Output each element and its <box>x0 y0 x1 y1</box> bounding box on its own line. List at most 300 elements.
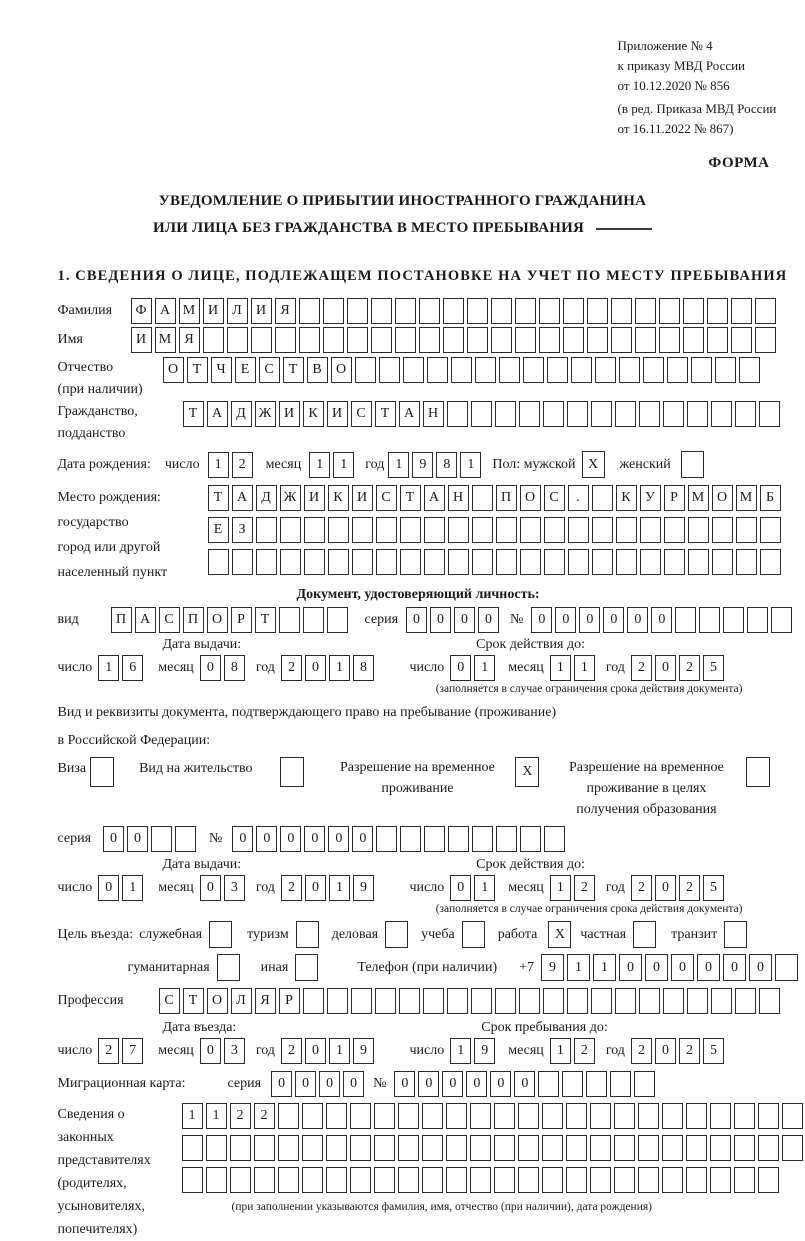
char-cell[interactable]: Б <box>760 485 781 511</box>
char-cell[interactable] <box>667 357 688 383</box>
char-cell[interactable] <box>350 1103 371 1129</box>
char-cell[interactable]: И <box>203 298 224 324</box>
char-cell[interactable]: 0 <box>394 1071 415 1097</box>
char-cell[interactable] <box>543 988 564 1014</box>
char-cell[interactable]: 2 <box>631 1038 652 1064</box>
char-cell[interactable] <box>304 517 325 543</box>
char-cell[interactable]: 1 <box>208 452 229 478</box>
char-cell[interactable] <box>538 1071 559 1097</box>
char-cell[interactable] <box>518 1103 539 1129</box>
char-cell[interactable]: 8 <box>436 452 457 478</box>
char-cell[interactable] <box>659 327 680 353</box>
char-cell[interactable]: Т <box>183 401 204 427</box>
char-cell[interactable]: 0 <box>579 607 600 633</box>
char-cell[interactable] <box>472 826 493 852</box>
char-cell[interactable]: 0 <box>490 1071 511 1097</box>
char-cell[interactable]: Е <box>235 357 256 383</box>
char-cell[interactable] <box>494 1135 515 1161</box>
char-cell[interactable] <box>688 549 709 575</box>
char-cell[interactable]: Ж <box>255 401 276 427</box>
char-cell[interactable] <box>326 1103 347 1129</box>
char-cell[interactable]: 0 <box>749 954 772 981</box>
char-cell[interactable] <box>710 1135 731 1161</box>
char-cell[interactable]: Е <box>208 517 229 543</box>
char-cell[interactable]: 3 <box>224 875 245 901</box>
char-cell[interactable] <box>182 1167 203 1193</box>
char-cell[interactable] <box>303 988 324 1014</box>
char-cell[interactable] <box>496 826 517 852</box>
char-cell[interactable] <box>403 357 424 383</box>
char-cell[interactable]: 0 <box>531 607 552 633</box>
char-cell[interactable]: 5 <box>703 655 724 681</box>
char-cell[interactable] <box>385 921 408 948</box>
char-cell[interactable] <box>206 1167 227 1193</box>
char-cell[interactable] <box>471 401 492 427</box>
char-cell[interactable]: С <box>376 485 397 511</box>
char-cell[interactable]: 9 <box>353 1038 374 1064</box>
char-cell[interactable] <box>760 517 781 543</box>
char-cell[interactable] <box>350 1135 371 1161</box>
char-cell[interactable] <box>302 1135 323 1161</box>
char-cell[interactable] <box>664 517 685 543</box>
char-cell[interactable] <box>707 298 728 324</box>
char-cell[interactable]: 0 <box>655 1038 676 1064</box>
char-cell[interactable]: 0 <box>655 875 676 901</box>
char-cell[interactable]: С <box>159 607 180 633</box>
char-cell[interactable]: 2 <box>574 875 595 901</box>
char-cell[interactable]: К <box>303 401 324 427</box>
char-cell[interactable] <box>739 357 760 383</box>
char-cell[interactable] <box>182 1135 203 1161</box>
char-cell[interactable] <box>467 298 488 324</box>
char-cell[interactable] <box>758 1167 779 1193</box>
char-cell[interactable] <box>659 298 680 324</box>
char-cell[interactable] <box>687 988 708 1014</box>
char-cell[interactable]: Т <box>183 988 204 1014</box>
char-cell[interactable] <box>90 757 114 787</box>
char-cell[interactable] <box>746 757 770 787</box>
char-cell[interactable] <box>323 298 344 324</box>
char-cell[interactable] <box>615 988 636 1014</box>
char-cell[interactable] <box>662 1135 683 1161</box>
char-cell[interactable]: 1 <box>122 875 143 901</box>
char-cell[interactable] <box>710 1103 731 1129</box>
char-cell[interactable] <box>374 1167 395 1193</box>
char-cell[interactable] <box>447 988 468 1014</box>
char-cell[interactable] <box>254 1135 275 1161</box>
char-cell[interactable] <box>347 327 368 353</box>
char-cell[interactable] <box>470 1167 491 1193</box>
char-cell[interactable]: 0 <box>430 607 451 633</box>
char-cell[interactable] <box>203 327 224 353</box>
char-cell[interactable] <box>323 327 344 353</box>
char-cell[interactable] <box>712 549 733 575</box>
char-cell[interactable]: 0 <box>295 1071 316 1097</box>
char-cell[interactable] <box>592 485 613 511</box>
char-cell[interactable]: О <box>331 357 352 383</box>
char-cell[interactable] <box>278 1135 299 1161</box>
char-cell[interactable] <box>590 1135 611 1161</box>
char-cell[interactable] <box>731 327 752 353</box>
char-cell[interactable] <box>352 549 373 575</box>
char-cell[interactable] <box>539 298 560 324</box>
char-cell[interactable]: 2 <box>254 1103 275 1129</box>
char-cell[interactable] <box>208 549 229 575</box>
char-cell[interactable] <box>736 517 757 543</box>
char-cell[interactable] <box>519 988 540 1014</box>
char-cell[interactable] <box>446 1135 467 1161</box>
char-cell[interactable] <box>662 1167 683 1193</box>
char-cell[interactable] <box>398 1135 419 1161</box>
char-cell[interactable] <box>686 1135 707 1161</box>
char-cell[interactable]: 2 <box>679 655 700 681</box>
char-cell[interactable] <box>520 517 541 543</box>
char-cell[interactable]: Т <box>208 485 229 511</box>
char-cell[interactable] <box>494 1103 515 1129</box>
char-cell[interactable]: 0 <box>304 826 325 852</box>
char-cell[interactable] <box>635 298 656 324</box>
char-cell[interactable] <box>398 1167 419 1193</box>
char-cell[interactable]: 0 <box>280 826 301 852</box>
char-cell[interactable] <box>299 327 320 353</box>
char-cell[interactable] <box>691 357 712 383</box>
char-cell[interactable] <box>467 327 488 353</box>
char-cell[interactable] <box>699 607 720 633</box>
char-cell[interactable] <box>734 1103 755 1129</box>
char-cell[interactable] <box>491 327 512 353</box>
char-cell[interactable] <box>590 1167 611 1193</box>
char-cell[interactable] <box>544 549 565 575</box>
char-cell[interactable]: 0 <box>555 607 576 633</box>
char-cell[interactable] <box>782 1135 803 1161</box>
char-cell[interactable]: А <box>135 607 156 633</box>
char-cell[interactable] <box>328 549 349 575</box>
char-cell[interactable] <box>592 549 613 575</box>
char-cell[interactable] <box>664 549 685 575</box>
char-cell[interactable] <box>520 549 541 575</box>
char-cell[interactable]: 0 <box>418 1071 439 1097</box>
char-cell[interactable] <box>448 517 469 543</box>
char-cell[interactable]: Т <box>400 485 421 511</box>
char-cell[interactable] <box>635 327 656 353</box>
char-cell[interactable] <box>610 1071 631 1097</box>
char-cell[interactable] <box>568 549 589 575</box>
char-cell[interactable]: 0 <box>305 875 326 901</box>
char-cell[interactable] <box>619 357 640 383</box>
char-cell[interactable] <box>638 1135 659 1161</box>
char-cell[interactable] <box>715 357 736 383</box>
char-cell[interactable] <box>724 921 747 948</box>
char-cell[interactable] <box>611 327 632 353</box>
char-cell[interactable]: 2 <box>631 655 652 681</box>
char-cell[interactable] <box>591 988 612 1014</box>
char-cell[interactable]: 1 <box>329 1038 350 1064</box>
char-cell[interactable]: И <box>131 327 152 353</box>
char-cell[interactable] <box>175 826 196 852</box>
char-cell[interactable]: 0 <box>627 607 648 633</box>
char-cell[interactable] <box>755 298 776 324</box>
char-cell[interactable] <box>568 517 589 543</box>
char-cell[interactable]: 5 <box>703 1038 724 1064</box>
char-cell[interactable] <box>256 549 277 575</box>
char-cell[interactable]: А <box>232 485 253 511</box>
char-cell[interactable]: О <box>163 357 184 383</box>
char-cell[interactable]: 9 <box>474 1038 495 1064</box>
char-cell[interactable]: З <box>232 517 253 543</box>
char-cell[interactable]: 0 <box>103 826 124 852</box>
char-cell[interactable]: К <box>616 485 637 511</box>
char-cell[interactable] <box>350 1167 371 1193</box>
char-cell[interactable]: 0 <box>723 954 746 981</box>
char-cell[interactable] <box>347 298 368 324</box>
char-cell[interactable]: Я <box>255 988 276 1014</box>
char-cell[interactable] <box>711 988 732 1014</box>
char-cell[interactable] <box>446 1167 467 1193</box>
char-cell[interactable] <box>217 954 240 981</box>
char-cell[interactable] <box>275 327 296 353</box>
char-cell[interactable]: И <box>304 485 325 511</box>
char-cell[interactable] <box>563 327 584 353</box>
char-cell[interactable] <box>566 1103 587 1129</box>
char-cell[interactable] <box>735 988 756 1014</box>
char-cell[interactable] <box>470 1103 491 1129</box>
char-cell[interactable] <box>712 517 733 543</box>
char-cell[interactable]: 0 <box>603 607 624 633</box>
char-cell[interactable]: Я <box>179 327 200 353</box>
char-cell[interactable] <box>151 826 172 852</box>
char-cell[interactable]: 1 <box>460 452 481 478</box>
char-cell[interactable] <box>472 485 493 511</box>
char-cell[interactable]: 9 <box>353 875 374 901</box>
char-cell[interactable] <box>427 357 448 383</box>
char-cell[interactable]: Н <box>448 485 469 511</box>
char-cell[interactable] <box>399 988 420 1014</box>
char-cell[interactable] <box>759 401 780 427</box>
char-cell[interactable] <box>567 988 588 1014</box>
char-cell[interactable] <box>462 921 485 948</box>
char-cell[interactable] <box>707 327 728 353</box>
char-cell[interactable] <box>731 298 752 324</box>
char-cell[interactable]: 2 <box>631 875 652 901</box>
char-cell[interactable]: 5 <box>703 875 724 901</box>
char-cell[interactable] <box>591 401 612 427</box>
char-cell[interactable] <box>688 517 709 543</box>
char-cell[interactable]: М <box>688 485 709 511</box>
char-cell[interactable]: 0 <box>454 607 475 633</box>
char-cell[interactable] <box>639 988 660 1014</box>
char-cell[interactable] <box>299 298 320 324</box>
char-cell[interactable] <box>515 298 536 324</box>
char-cell[interactable] <box>395 298 416 324</box>
char-cell[interactable]: 8 <box>224 655 245 681</box>
char-cell[interactable] <box>230 1167 251 1193</box>
char-cell[interactable]: С <box>544 485 565 511</box>
char-cell[interactable] <box>375 988 396 1014</box>
char-cell[interactable] <box>424 517 445 543</box>
char-cell[interactable]: Т <box>283 357 304 383</box>
char-cell[interactable] <box>206 1135 227 1161</box>
char-cell[interactable]: 1 <box>98 655 119 681</box>
char-cell[interactable]: П <box>496 485 517 511</box>
char-cell[interactable]: 0 <box>514 1071 535 1097</box>
char-cell[interactable]: О <box>207 988 228 1014</box>
char-cell[interactable]: 0 <box>619 954 642 981</box>
char-cell[interactable] <box>523 357 544 383</box>
char-cell[interactable]: П <box>111 607 132 633</box>
char-cell[interactable] <box>472 549 493 575</box>
char-cell[interactable] <box>326 1167 347 1193</box>
char-cell[interactable]: 1 <box>182 1103 203 1129</box>
char-cell[interactable]: 1 <box>474 655 495 681</box>
char-cell[interactable]: X <box>582 451 605 478</box>
char-cell[interactable]: В <box>307 357 328 383</box>
char-cell[interactable]: А <box>207 401 228 427</box>
char-cell[interactable] <box>424 826 445 852</box>
char-cell[interactable]: . <box>568 485 589 511</box>
char-cell[interactable] <box>640 517 661 543</box>
char-cell[interactable] <box>634 1071 655 1097</box>
char-cell[interactable] <box>279 607 300 633</box>
char-cell[interactable] <box>327 607 348 633</box>
char-cell[interactable] <box>566 1167 587 1193</box>
char-cell[interactable] <box>376 517 397 543</box>
char-cell[interactable]: И <box>327 401 348 427</box>
char-cell[interactable] <box>539 327 560 353</box>
char-cell[interactable]: С <box>259 357 280 383</box>
char-cell[interactable]: 0 <box>200 655 221 681</box>
char-cell[interactable] <box>472 517 493 543</box>
char-cell[interactable]: К <box>328 485 349 511</box>
char-cell[interactable]: Д <box>256 485 277 511</box>
char-cell[interactable] <box>544 517 565 543</box>
char-cell[interactable] <box>663 401 684 427</box>
char-cell[interactable] <box>351 988 372 1014</box>
char-cell[interactable]: И <box>251 298 272 324</box>
char-cell[interactable]: А <box>399 401 420 427</box>
char-cell[interactable] <box>278 1167 299 1193</box>
char-cell[interactable]: 0 <box>450 875 471 901</box>
char-cell[interactable] <box>638 1103 659 1129</box>
char-cell[interactable] <box>520 826 541 852</box>
char-cell[interactable] <box>227 327 248 353</box>
char-cell[interactable] <box>471 988 492 1014</box>
char-cell[interactable] <box>616 549 637 575</box>
char-cell[interactable]: 1 <box>593 954 616 981</box>
char-cell[interactable]: 0 <box>127 826 148 852</box>
char-cell[interactable] <box>496 549 517 575</box>
char-cell[interactable]: П <box>183 607 204 633</box>
char-cell[interactable] <box>683 298 704 324</box>
char-cell[interactable] <box>686 1167 707 1193</box>
char-cell[interactable] <box>587 298 608 324</box>
char-cell[interactable] <box>422 1167 443 1193</box>
char-cell[interactable] <box>280 757 304 787</box>
char-cell[interactable] <box>638 1167 659 1193</box>
char-cell[interactable]: 0 <box>256 826 277 852</box>
char-cell[interactable] <box>303 607 324 633</box>
char-cell[interactable]: 6 <box>122 655 143 681</box>
char-cell[interactable]: 1 <box>329 875 350 901</box>
char-cell[interactable] <box>640 549 661 575</box>
char-cell[interactable] <box>710 1167 731 1193</box>
char-cell[interactable]: 1 <box>333 452 354 478</box>
char-cell[interactable] <box>398 1103 419 1129</box>
char-cell[interactable]: 0 <box>328 826 349 852</box>
char-cell[interactable] <box>491 298 512 324</box>
char-cell[interactable]: И <box>352 485 373 511</box>
char-cell[interactable] <box>518 1135 539 1161</box>
char-cell[interactable]: 0 <box>655 655 676 681</box>
char-cell[interactable] <box>759 988 780 1014</box>
char-cell[interactable]: 1 <box>450 1038 471 1064</box>
char-cell[interactable]: Т <box>255 607 276 633</box>
char-cell[interactable] <box>448 826 469 852</box>
char-cell[interactable]: 0 <box>697 954 720 981</box>
char-cell[interactable]: М <box>179 298 200 324</box>
char-cell[interactable] <box>771 607 792 633</box>
char-cell[interactable]: 2 <box>232 452 253 478</box>
char-cell[interactable]: 1 <box>329 655 350 681</box>
char-cell[interactable] <box>755 327 776 353</box>
char-cell[interactable]: 9 <box>412 452 433 478</box>
char-cell[interactable]: 1 <box>388 452 409 478</box>
char-cell[interactable] <box>571 357 592 383</box>
char-cell[interactable] <box>371 327 392 353</box>
char-cell[interactable] <box>663 988 684 1014</box>
char-cell[interactable] <box>734 1167 755 1193</box>
char-cell[interactable]: 8 <box>353 655 374 681</box>
char-cell[interactable] <box>683 327 704 353</box>
char-cell[interactable]: 1 <box>474 875 495 901</box>
char-cell[interactable] <box>443 327 464 353</box>
char-cell[interactable] <box>446 1103 467 1129</box>
char-cell[interactable] <box>686 1103 707 1129</box>
char-cell[interactable]: 1 <box>309 452 330 478</box>
char-cell[interactable]: 0 <box>651 607 672 633</box>
char-cell[interactable] <box>470 1135 491 1161</box>
char-cell[interactable] <box>422 1103 443 1129</box>
char-cell[interactable] <box>495 988 516 1014</box>
char-cell[interactable] <box>614 1167 635 1193</box>
char-cell[interactable] <box>567 401 588 427</box>
char-cell[interactable] <box>542 1103 563 1129</box>
char-cell[interactable]: Н <box>423 401 444 427</box>
char-cell[interactable]: Л <box>227 298 248 324</box>
char-cell[interactable] <box>379 357 400 383</box>
char-cell[interactable]: Р <box>664 485 685 511</box>
char-cell[interactable] <box>563 298 584 324</box>
char-cell[interactable] <box>782 1103 803 1129</box>
char-cell[interactable]: 1 <box>574 655 595 681</box>
char-cell[interactable] <box>611 298 632 324</box>
char-cell[interactable]: 0 <box>671 954 694 981</box>
char-cell[interactable] <box>519 401 540 427</box>
char-cell[interactable] <box>616 517 637 543</box>
char-cell[interactable] <box>633 921 656 948</box>
char-cell[interactable] <box>711 401 732 427</box>
char-cell[interactable] <box>376 826 397 852</box>
char-cell[interactable]: М <box>155 327 176 353</box>
char-cell[interactable] <box>639 401 660 427</box>
char-cell[interactable]: 0 <box>406 607 427 633</box>
char-cell[interactable] <box>614 1135 635 1161</box>
char-cell[interactable] <box>251 327 272 353</box>
char-cell[interactable]: 1 <box>550 875 571 901</box>
char-cell[interactable]: М <box>736 485 757 511</box>
char-cell[interactable] <box>542 1167 563 1193</box>
char-cell[interactable]: О <box>712 485 733 511</box>
char-cell[interactable] <box>376 549 397 575</box>
